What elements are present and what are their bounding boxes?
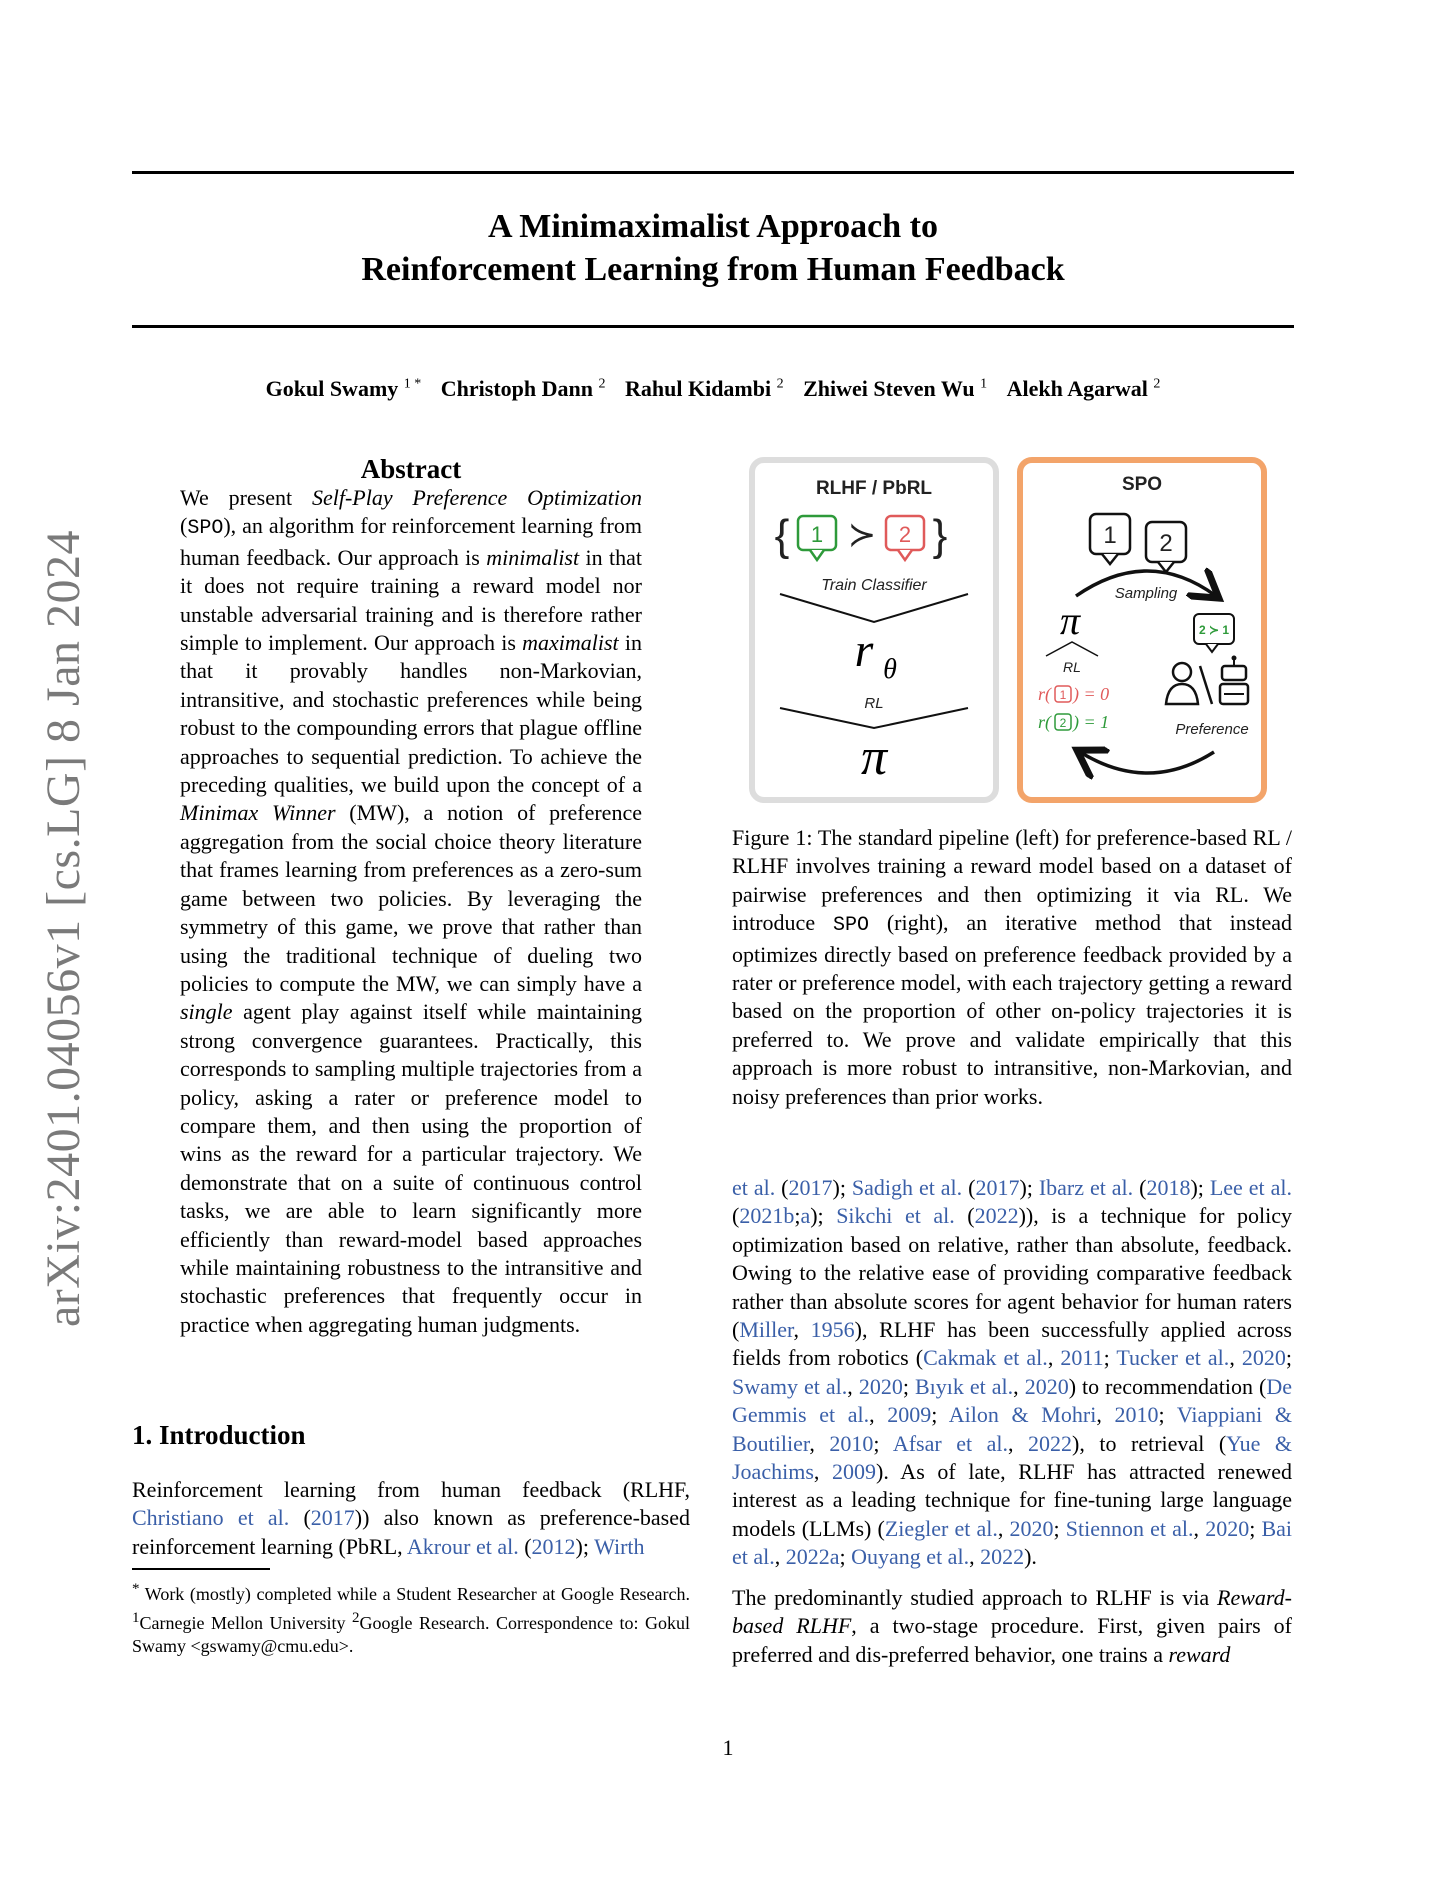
citation-link[interactable]: 2022 <box>980 1544 1025 1570</box>
intro-paragraph-2 <box>732 1584 1292 1669</box>
body-text: ); <box>1019 1175 1039 1200</box>
pref-2-label: 2 <box>898 522 912 547</box>
citation-link[interactable]: Christiano et al. <box>132 1505 290 1531</box>
body-text: , <box>847 1373 859 1399</box>
body-text: , <box>813 1459 833 1485</box>
body-text: ); <box>832 1175 852 1200</box>
citation-link[interactable]: Miller <box>739 1317 794 1343</box>
body-text: , <box>1096 1402 1115 1428</box>
citation-link[interactable]: 2009 <box>887 1402 932 1428</box>
citation-link[interactable]: Cakmak et al. <box>923 1345 1048 1371</box>
citation-link[interactable]: Stiennon et al. <box>1065 1515 1194 1541</box>
sampling-label: Sampling <box>1114 585 1178 602</box>
body-text: ; <box>794 1203 801 1229</box>
citation-link[interactable]: De Gemmis et al. <box>732 1373 1293 1428</box>
body-text: ); <box>810 1203 837 1229</box>
svg-text:r(: r( <box>1038 712 1051 732</box>
abstract-body: We present Self-Play Preference Optimization (SPO), an algorithm for reinforcement learning from human feedback. Our approach is minimalist in that it does not require training a reward model nor unstable adversarial training and is therefore rather simple to implement. Our approach is maximalist in that it provably handles non-Markovian, intransitive, and stochastic preferences while being robust to the compounding errors that plague offline approaches to sequential prediction. To achieve the preceding qualities, we build upon the concept of a Minimax Winner (MW), a notion of preference aggregation from the social choice theory literature that frames learning from preferences as a zero-sum game between two policies. By leveraging the symmetry of this game, we prove that rather than using the traditional technique of dueling two policies to compute the MW, we can simply have a single agent play against itself while maintaining strong convergence guarantees. Practically, this corresponds to sampling multiple trajectories from a policy, asking a rater or preference model to compare them, and then using the proportion of wins as the reward for a particular trajectory. We demonstrate that on a suite of continuous control tasks, we are able to learn significantly more efficiently than reward-model based approaches while maintaining robustness to the intransitive and stochastic preferences that frequently occur in practice when aggregating human judgments. <box>180 485 642 1337</box>
abstract-heading: Abstract <box>360 454 462 484</box>
footnote-rule <box>132 1568 270 1570</box>
author-list <box>132 376 1294 402</box>
author: Alekh Agarwal $^2$ <box>1006 376 1161 401</box>
svg-text:) = 1: ) = 1 <box>1073 712 1110 732</box>
citation-link[interactable]: 2017 <box>788 1175 833 1200</box>
citation-link[interactable]: Bai et al. <box>732 1515 1293 1570</box>
pref-1-label: 1 <box>810 522 824 547</box>
citation-link[interactable]: 2012 <box>531 1533 576 1559</box>
body-text: , <box>997 1515 1010 1541</box>
bottom-rule <box>132 325 1294 328</box>
citation-link[interactable]: Sadigh et al. <box>851 1175 963 1200</box>
rlhf-panel-title: RLHF / PbRL <box>815 478 933 499</box>
page-number: 1 <box>722 1735 734 1760</box>
citation-link[interactable]: Swamy et al. <box>732 1373 848 1399</box>
citation-link[interactable]: 2022a <box>785 1544 840 1570</box>
intro-paragraph: Reinforcement learning from human feedback (RLHF, Christiano et al. (2017)) also known as preference-based reinforcement learning (PbRL, Akrour et al. (2012); Wirth <box>132 1477 691 1559</box>
citation-link[interactable]: 1956 <box>810 1317 855 1343</box>
figure-caption: Figure 1: The standard pipeline (left) for preference-based RL / RLHF involves training a reward model based on a dataset of pairwise preferences and then optimizing it via RL. We introduce SPO (right), an iterative method that instead optimizes directly based on preference feedback provided by a rater or preference model, with each trajectory getting a reward based on the proportion of other on-policy trajectories it is preferred to. We prove and validate empirically that this approach is more robust to intransitive, non-Markovian, and noisy preferences than prior works. <box>732 825 1292 1109</box>
body-text: , <box>774 1544 786 1570</box>
citation-link[interactable]: Bıyık et al. <box>914 1373 1014 1399</box>
citation-link[interactable]: Yue & Joachims <box>732 1430 1293 1485</box>
policy-pi: π <box>860 729 888 786</box>
body-text: )), is a technique for policy optimization based on relative, rather than absolute, feedback. Owing to the relative ease of providing comparative feedback rather than absolute scores for agent behavior for human raters ( <box>732 1203 1292 1343</box>
traj-1-label: 1 <box>1103 522 1117 549</box>
citation-link[interactable]: 2020 <box>858 1373 903 1399</box>
body-text: ) to recommendation ( <box>1068 1373 1267 1399</box>
author: Gokul Swamy $^{1 *}$ <box>265 376 422 401</box>
spo-panel-title: SPO <box>1121 474 1163 495</box>
footnote: * Work (mostly) completed while a Student Researcher at Google Research. $^1$Carnegie Mellon University $^2$Google Research. Correspondence to: Gokul Swamy <gswamy@cmu.edu>. <box>132 1581 690 1656</box>
figure-1 <box>748 456 1278 806</box>
citation-link[interactable]: 2020 <box>1024 1373 1069 1399</box>
body-text: , a two-stage procedure. First, given pairs of preferred and dis-preferred behavior, one trains a <box>732 1613 1292 1667</box>
citation-link[interactable]: 2022 <box>974 1203 1019 1229</box>
body-text: ). <box>1024 1544 1037 1570</box>
citation-link[interactable]: 2009 <box>832 1459 877 1485</box>
body-text: ), RLHF has been successfully applied across fields from robotics ( <box>732 1317 1292 1371</box>
brace-open: { <box>774 511 790 560</box>
citation-link[interactable]: Sikchi et al. <box>836 1203 955 1229</box>
citation-link[interactable]: 2017 <box>310 1505 355 1531</box>
citation-link[interactable]: 2010 <box>1114 1402 1159 1428</box>
body-text: , <box>1047 1345 1061 1371</box>
body-text: ; <box>1158 1402 1177 1428</box>
citation-link[interactable]: 2021b <box>739 1203 795 1229</box>
citation-link[interactable]: a <box>800 1203 811 1229</box>
right-column-text <box>732 1174 1292 1669</box>
body-text: , <box>869 1402 888 1428</box>
body-text: ( <box>1133 1175 1147 1200</box>
spo-rl-label: RL <box>1063 659 1081 675</box>
emphasis-text: reward <box>1168 1641 1231 1667</box>
citation-link[interactable]: Lee et al. <box>1209 1175 1292 1200</box>
top-rule <box>132 171 1294 174</box>
body-text: ; <box>1285 1345 1293 1371</box>
citation-link[interactable]: Tucker et al. <box>1116 1345 1230 1371</box>
body-text: The predominantly studied approach to RLHF is via <box>732 1584 1218 1610</box>
intro-paragraph-continued <box>732 1174 1292 1572</box>
citation-link[interactable]: Ouyang et al. <box>851 1544 970 1570</box>
spo-policy-pi: π <box>1059 598 1081 643</box>
body-text: ; <box>931 1402 949 1428</box>
citation-link[interactable]: Afsar et al. <box>892 1430 1008 1456</box>
body-text: ; <box>873 1430 893 1456</box>
citation-link[interactable]: 2011 <box>1060 1345 1104 1371</box>
body-text: ( <box>732 1203 740 1229</box>
citation-link[interactable]: Ibarz et al. <box>1038 1175 1134 1200</box>
body-text: ), to retrieval ( <box>1072 1430 1227 1456</box>
body-text: ; <box>1053 1515 1066 1541</box>
body-text: ). As of late, RLHF has attracted renewed interest as a leading technique for fine-tuning large language models (LLMs) ( <box>732 1459 1293 1541</box>
body-text: ( <box>775 1175 789 1200</box>
rl-label: RL <box>864 695 884 712</box>
preference-label: Preference <box>1175 721 1249 738</box>
body-text: ( <box>962 1175 976 1200</box>
svg-text:r(: r( <box>1038 684 1051 704</box>
section-heading: 1. Introduction <box>132 1420 306 1450</box>
pref-mini-label: 2 ≻ 1 <box>1198 623 1230 637</box>
train-classifier-label: Train Classifier <box>821 577 927 594</box>
body-text: ); <box>1190 1175 1210 1200</box>
reward-model-theta: θ <box>883 654 897 685</box>
body-text: , <box>793 1317 811 1343</box>
citation-link[interactable]: 2017 <box>975 1175 1020 1200</box>
traj-2-label: 2 <box>1159 530 1173 557</box>
body-text: , <box>969 1544 981 1570</box>
succ-symbol: ≻ <box>847 516 877 554</box>
author: Christoph Dann $^2$ <box>440 376 606 401</box>
body-text: ; <box>1103 1345 1117 1371</box>
svg-text:1: 1 <box>1059 688 1067 702</box>
body-text: , <box>1229 1345 1242 1371</box>
emphasis-text: Reward-based RLHF <box>732 1584 1292 1639</box>
body-text: , <box>1008 1430 1029 1456</box>
body-text: , <box>1193 1515 1206 1541</box>
citation-link[interactable]: 2020 <box>1009 1515 1054 1541</box>
reward-r2 <box>1038 712 1109 733</box>
citation-link[interactable]: Ailon & Mohri <box>948 1402 1097 1428</box>
svg-text:2: 2 <box>1059 716 1067 730</box>
body-text: ( <box>954 1203 975 1229</box>
citation-link[interactable]: 2020 <box>1205 1515 1250 1541</box>
citation-link[interactable]: Akrour et al. <box>406 1533 519 1559</box>
citation-link[interactable]: Ziegler et al. <box>884 1515 998 1541</box>
body-text: ; <box>839 1544 852 1570</box>
author: Zhiwei Steven Wu $^1$ <box>803 376 988 401</box>
citation-link[interactable]: 2010 <box>829 1430 874 1456</box>
arxiv-stamp: arXiv:2401.04056v1 [cs.LG] 8 Jan 2024 <box>37 529 90 1327</box>
citation-link[interactable]: 2018 <box>1146 1175 1191 1200</box>
svg-text:) = 0: ) = 0 <box>1073 684 1110 704</box>
citation-link[interactable]: 2020 <box>1241 1345 1286 1371</box>
body-text: ; <box>902 1373 915 1399</box>
reward-model-r: r <box>854 624 874 677</box>
brace-close: } <box>932 511 948 560</box>
citation-link[interactable]: et al. <box>732 1175 776 1200</box>
citation-link[interactable]: Wirth <box>594 1533 645 1559</box>
body-text: ; <box>1249 1515 1262 1541</box>
body-text: , <box>809 1430 830 1456</box>
paper-title: A Minimaximalist Approach to Reinforcement Learning from Human Feedback <box>361 208 1065 288</box>
author: Rahul Kidambi $^2$ <box>625 376 784 401</box>
citation-link[interactable]: 2022 <box>1028 1430 1073 1456</box>
body-text: , <box>1013 1373 1025 1399</box>
reward-r1 <box>1038 684 1109 705</box>
citation-link[interactable]: Viappiani & Boutilier <box>732 1402 1293 1456</box>
